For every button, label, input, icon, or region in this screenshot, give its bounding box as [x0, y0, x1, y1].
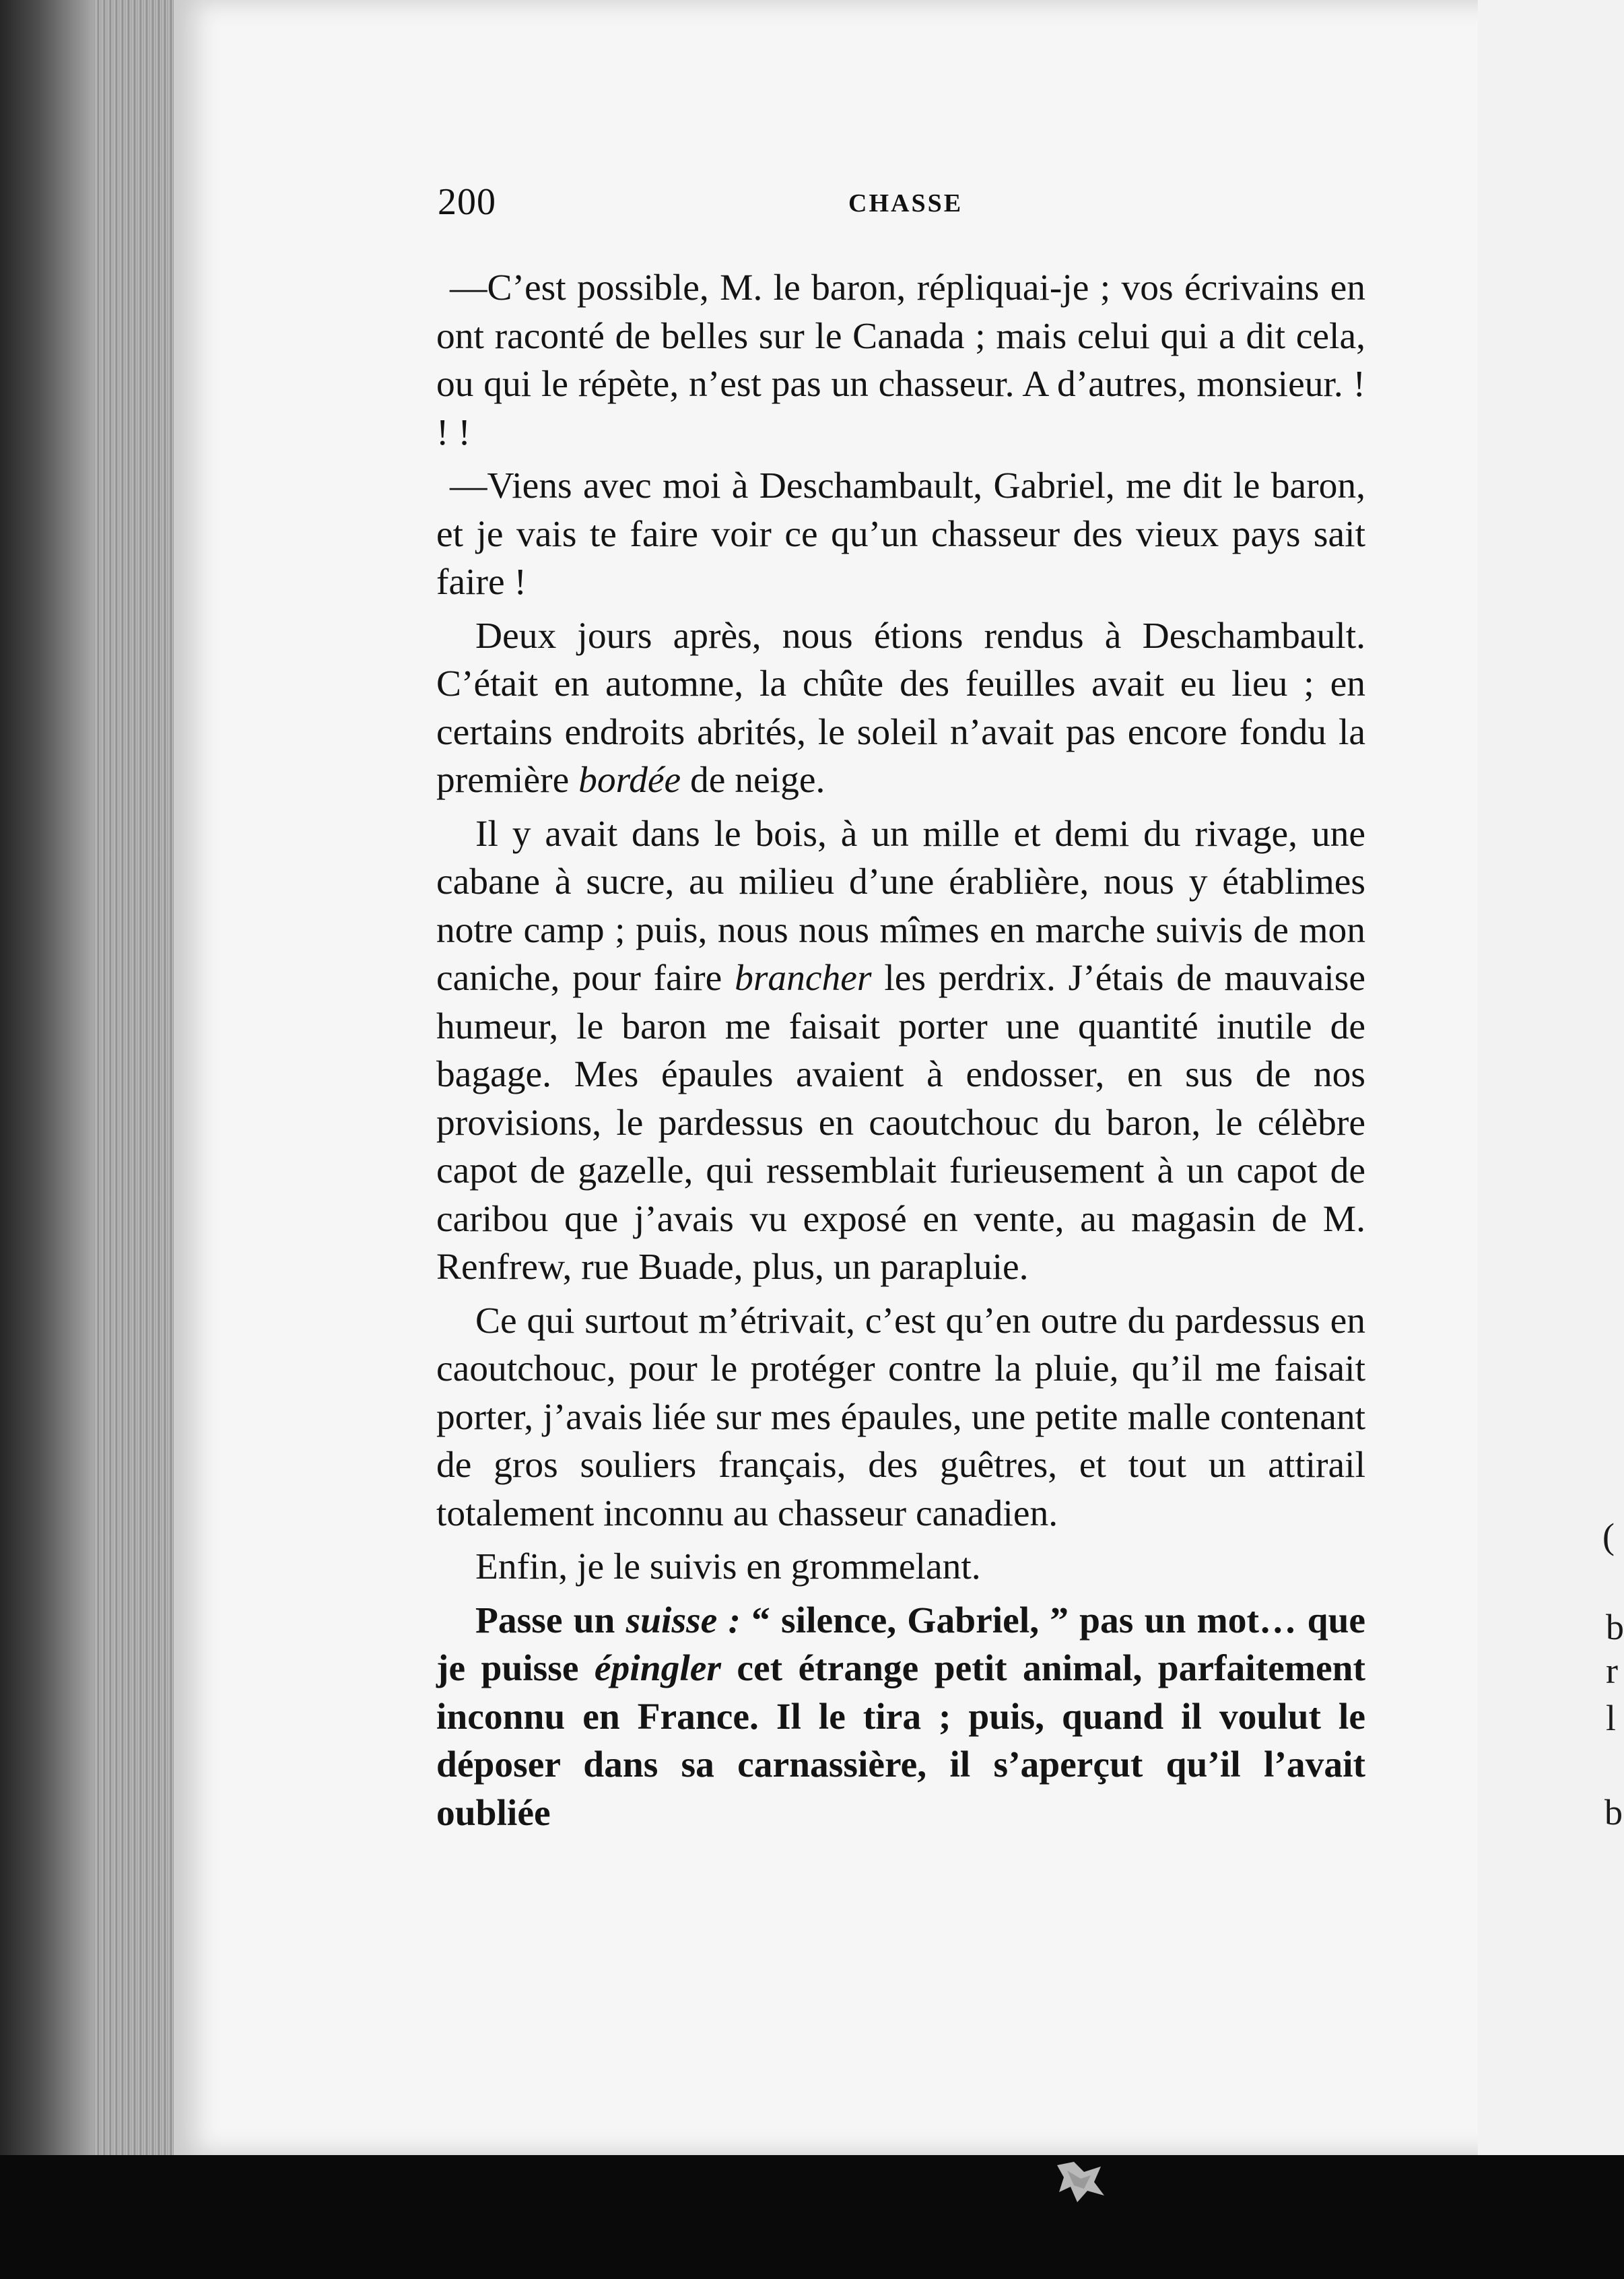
- paragraph: [436, 1297, 1365, 1538]
- italic-text: épingler: [594, 1648, 721, 1689]
- text-run: cet étrange petit animal, parfaitement inconnu en France. Il le tira ; puis, quand il voulut le déposer dans sa carnassière, il s’aperçut qu’il l’avait oubliée: [436, 1648, 1365, 1834]
- next-page-glyph: r: [1606, 1651, 1618, 1691]
- text-run: “ silence, Gabriel, ” pas un mot… que je puisse: [436, 1599, 1365, 1689]
- italic-text: bordée: [578, 760, 681, 801]
- text-run: de neige.: [681, 760, 825, 801]
- text-run: Il y avait dans le bois, à un mille et demi du rivage, une cabane à sucre, au milieu d’une érablière, nous y établimes notre camp ; puis, nous nous mîmes en marche suivis de mon caniche, pour faire: [436, 813, 1365, 999]
- page-stack-edge: [94, 0, 175, 2279]
- book-gutter: [0, 0, 94, 2279]
- next-page-glyph: b: [1606, 1607, 1624, 1647]
- page-text-body: [436, 264, 1365, 1843]
- next-page-glyph: (: [1602, 1516, 1615, 1556]
- text-run: Passe un: [475, 1599, 626, 1641]
- scan-bottom-border: [0, 2155, 1624, 2279]
- next-page-fragment: [1478, 0, 1624, 2155]
- text-run: —C’est possible, M. le baron, répliquai-je ; vos écrivains en ont raconté de belles sur le Canada ; mais celui qui a dit cela, ou qui le répète, n’est pas un chasseur. A d’autres, monsieur. ! ! !: [436, 267, 1365, 453]
- italic-text: brancher: [735, 958, 872, 999]
- text-run: Ce qui surtout m’étrivait, c’est qu’en outre du pardessus en caoutchouc, pour le protéger contre la pluie, qu’il me faisait porter, j’avais liée sur mes épaules, une petite malle contenant de gros souliers français, des guêtres, et tout un attirail totalement inconnu au chasseur canadien.: [436, 1300, 1365, 1534]
- text-run: Enfin, je le suivis en grommelant.: [475, 1546, 981, 1587]
- scan-blemish-icon: [1054, 2158, 1108, 2206]
- text-run: —Viens avec moi à Deschambault, Gabriel, me dit le baron, et je vais te faire voir ce qu’un chasseur des vieux pays sait faire !: [436, 465, 1365, 603]
- paragraph: [436, 1597, 1365, 1838]
- running-head: [438, 180, 1367, 234]
- running-title: CHASSE: [848, 189, 963, 218]
- italic-text: suisse :: [625, 1599, 741, 1641]
- next-page-glyph: b: [1604, 1792, 1623, 1832]
- paragraph: [436, 462, 1365, 607]
- paragraph: [436, 612, 1365, 805]
- page-number: 200: [438, 181, 496, 223]
- paragraph: [436, 810, 1365, 1292]
- next-page-glyph: l: [1606, 1698, 1617, 1738]
- text-run: les perdrix. J’étais de mauvaise humeur, le baron me faisait porter une quantité inutile de bagage. Mes épaules avaient à endosser, en sus de nos provisions, le pardessus en caoutchouc du baron, le célèbre capot de gazelle, qui ressemblait furieusement à un capot de caribou que j’avais vu exposé en vente, au magasin de M. Renfrew, rue Buade, plus, un parapluie.: [436, 958, 1365, 1288]
- text-run: Deux jours après, nous étions rendus à Deschambault. C’était en automne, la chûte des feuilles avait eu lieu ; en certains endroits abrités, le soleil n’avait pas encore fondu la première: [436, 615, 1365, 801]
- paragraph: [436, 264, 1365, 457]
- paragraph: [436, 1543, 1365, 1591]
